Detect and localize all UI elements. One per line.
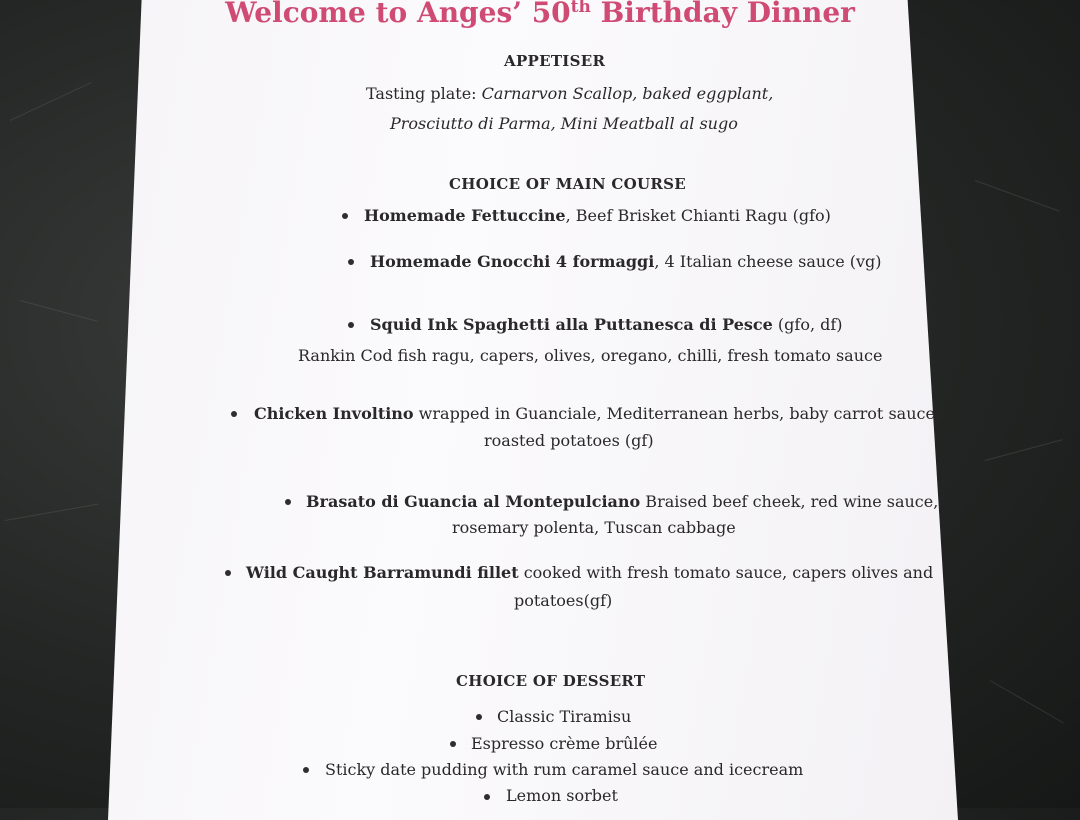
- main-item: Squid Ink Spaghetti alla Puttanesca di Pesce (gfo, df): [370, 315, 843, 334]
- leather-crease: [10, 82, 92, 121]
- bullet-icon: [484, 794, 490, 800]
- main-item: Homemade Fettuccine, Beef Brisket Chianti Ragu (gfo): [364, 206, 831, 225]
- appetiser-line-2: Prosciutto di Parma, Mini Meatball al sugo: [390, 114, 738, 133]
- bullet-icon: [342, 213, 348, 219]
- appetiser-line-1: Tasting plate: Carnarvon Scallop, baked eggplant,: [366, 84, 774, 103]
- main-item: Homemade Gnocchi 4 formaggi, 4 Italian cheese sauce (vg): [370, 252, 882, 271]
- main-item: Chicken Involtino wrapped in Guanciale, Mediterranean herbs, baby carrot sauce,: [254, 404, 941, 423]
- bullet-icon: [476, 714, 482, 720]
- leather-crease: [985, 439, 1063, 461]
- bullet-icon: [303, 767, 309, 773]
- bullet-icon: [348, 322, 354, 328]
- bullet-icon: [285, 499, 291, 505]
- menu-title: Welcome to Anges’ 50th Birthday Dinner: [225, 0, 855, 29]
- bullet-icon: [348, 259, 354, 265]
- mains-heading: CHOICE OF MAIN COURSE: [449, 175, 687, 193]
- dessert-item: Lemon sorbet: [506, 786, 618, 805]
- bullet-icon: [231, 411, 237, 417]
- dessert-item: Classic Tiramisu: [497, 707, 632, 726]
- main-item-description: rosemary polenta, Tuscan cabbage: [452, 518, 736, 537]
- leather-crease: [20, 300, 98, 322]
- main-item-description: potatoes(gf): [514, 591, 613, 610]
- dessert-item: Sticky date pudding with rum caramel sauce and icecream: [325, 760, 804, 779]
- leather-crease: [5, 504, 99, 521]
- main-item: Brasato di Guancia al Montepulciano Braised beef cheek, red wine sauce,: [306, 492, 939, 511]
- bullet-icon: [225, 570, 231, 576]
- main-item: Wild Caught Barramundi fillet cooked with fresh tomato sauce, capers olives and: [246, 563, 934, 582]
- dessert-item: Espresso crème brûlée: [471, 734, 658, 753]
- leather-crease: [975, 180, 1060, 212]
- bullet-icon: [450, 741, 456, 747]
- main-item-description: Rankin Cod fish ragu, capers, olives, oregano, chilli, fresh tomato sauce: [298, 346, 883, 365]
- dessert-heading: CHOICE OF DESSERT: [456, 672, 646, 690]
- leather-crease: [990, 680, 1064, 723]
- appetiser-heading: APPETISER: [504, 52, 606, 70]
- main-item-description: roasted potatoes (gf): [484, 431, 654, 450]
